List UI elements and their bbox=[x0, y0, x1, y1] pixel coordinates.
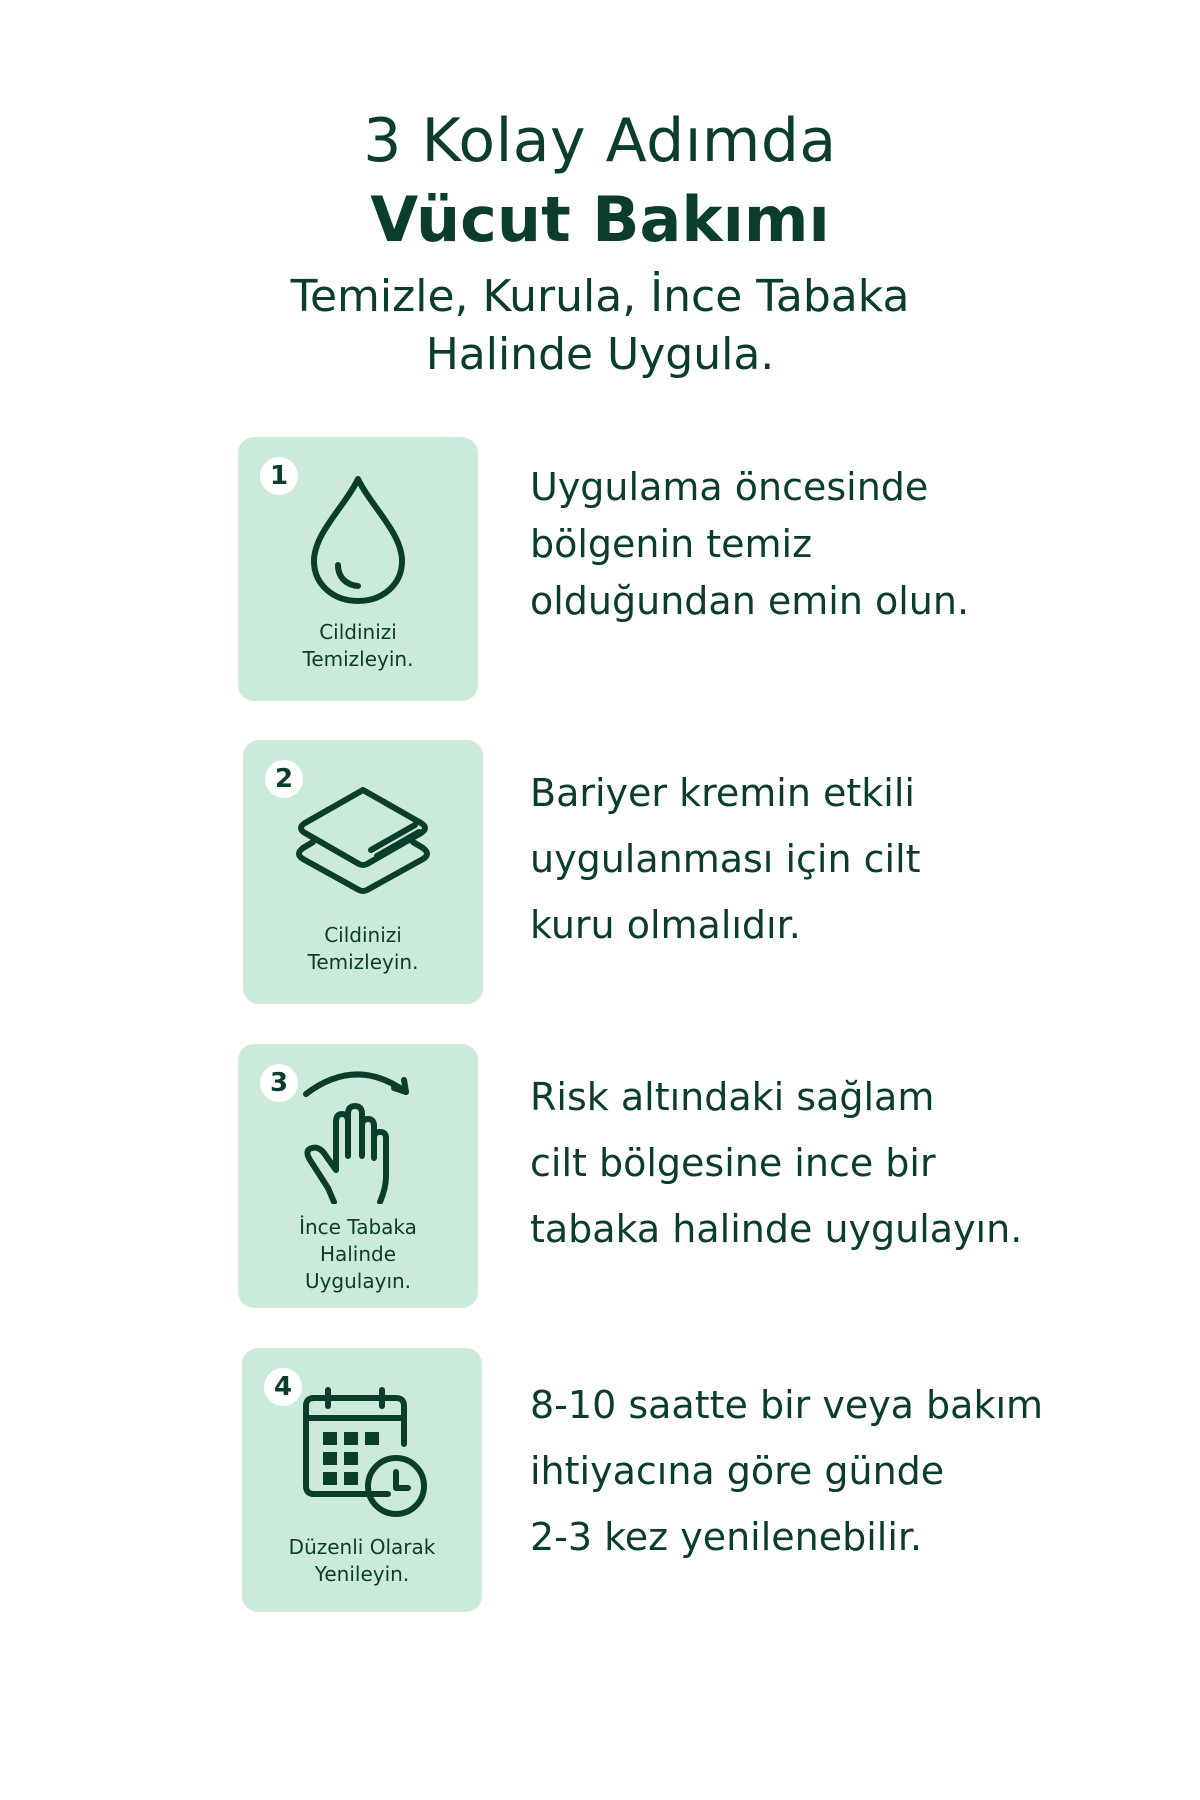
step-2-number-badge: 2 bbox=[265, 760, 303, 798]
step-1-description-line: Uygulama öncesinde bbox=[530, 465, 929, 509]
step-4-description bbox=[530, 1372, 1090, 1570]
step-1-label-line: Temizleyin. bbox=[302, 647, 414, 671]
step-4-label-line: Yenileyin. bbox=[314, 1562, 410, 1586]
step-4-card bbox=[242, 1348, 482, 1612]
step-2-description-line: Bariyer kremin etkili bbox=[530, 771, 915, 815]
step-1-description-line: olduğundan emin olun. bbox=[530, 579, 970, 623]
step-2-description-line: uygulanması için cilt bbox=[530, 837, 921, 881]
subtitle-line-2: Halinde Uygula. bbox=[425, 329, 775, 380]
step-3-description-line: Risk altındaki sağlam bbox=[530, 1075, 935, 1119]
step-1-card-label bbox=[238, 619, 478, 673]
step-3-description bbox=[530, 1064, 1090, 1262]
step-2-label-line: Cildinizi bbox=[324, 923, 402, 947]
step-1-description-line: bölgenin temiz bbox=[530, 522, 813, 566]
step-4-description-line: ihtiyacına göre günde bbox=[530, 1449, 945, 1493]
step-4-card-label bbox=[242, 1534, 482, 1588]
step-2-description-line: kuru olmalıdır. bbox=[530, 903, 801, 947]
step-3-card bbox=[238, 1044, 478, 1308]
step-2-card bbox=[243, 740, 483, 1004]
page-title-line-1: 3 Kolay Adımda bbox=[363, 106, 837, 176]
step-3-number-badge: 3 bbox=[260, 1064, 298, 1102]
step-1-label-line: Cildinizi bbox=[319, 620, 397, 644]
page-title-line-2: Vücut Bakımı bbox=[370, 183, 830, 256]
page-header bbox=[0, 100, 1200, 384]
step-4-label-line: Düzenli Olarak bbox=[288, 1535, 436, 1559]
step-1-description bbox=[530, 459, 1090, 630]
step-2 bbox=[0, 740, 1200, 1010]
water-drop-icon bbox=[288, 465, 428, 605]
step-4 bbox=[0, 1348, 1200, 1618]
step-3-label-line: İnce Tabaka bbox=[299, 1215, 417, 1239]
step-3-card-label bbox=[238, 1214, 478, 1295]
step-3-description-line: cilt bölgesine ince bir bbox=[530, 1141, 936, 1185]
step-2-label-line: Temizleyin. bbox=[307, 950, 419, 974]
hand-swipe-icon bbox=[288, 1064, 428, 1204]
folded-towel-icon bbox=[293, 768, 433, 908]
step-1 bbox=[0, 437, 1200, 707]
step-4-description-line: 2-3 kez yenilenebilir. bbox=[530, 1515, 923, 1559]
step-4-number-badge: 4 bbox=[264, 1368, 302, 1406]
subtitle-line-1: Temizle, Kurula, İnce Tabaka bbox=[290, 271, 910, 322]
step-1-number-badge: 1 bbox=[260, 457, 298, 495]
step-3-label-line: Uygulayın. bbox=[304, 1269, 412, 1293]
step-3 bbox=[0, 1044, 1200, 1314]
page-subtitle bbox=[0, 268, 1200, 384]
step-4-description-line: 8-10 saatte bir veya bakım bbox=[530, 1383, 1044, 1427]
step-3-label-line: Halinde bbox=[319, 1242, 397, 1266]
step-1-card bbox=[238, 437, 478, 701]
calendar-clock-icon bbox=[292, 1382, 432, 1522]
step-2-card-label bbox=[243, 922, 483, 976]
step-2-description bbox=[530, 760, 1090, 958]
step-3-description-line: tabaka halinde uygulayın. bbox=[530, 1207, 1023, 1251]
